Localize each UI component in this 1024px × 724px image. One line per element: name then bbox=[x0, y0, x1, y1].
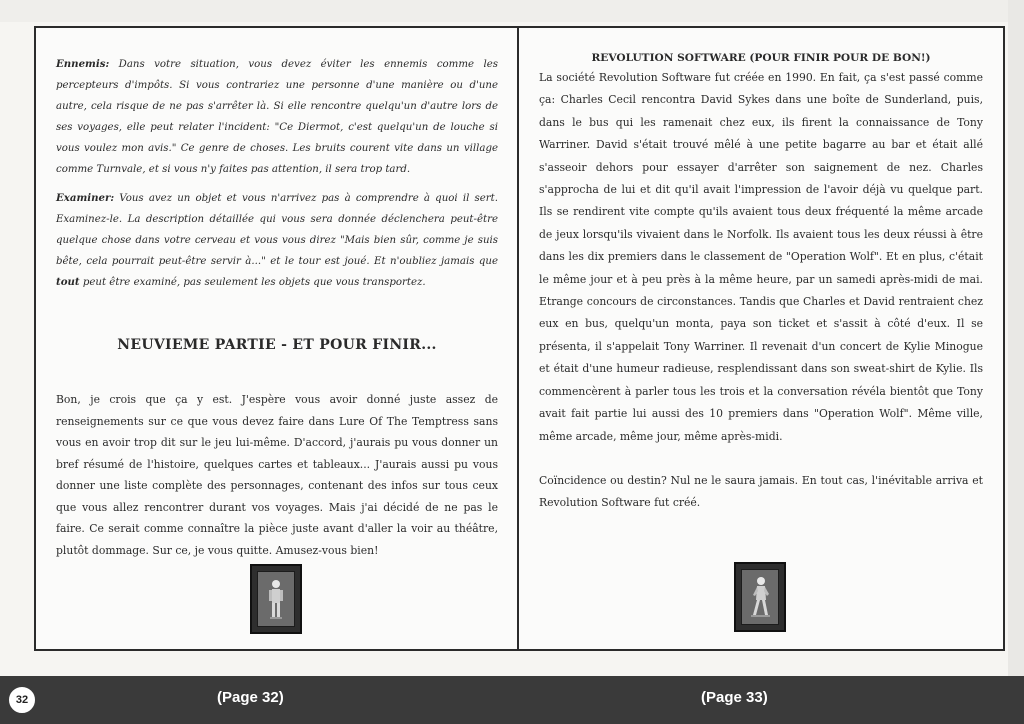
binding-edge bbox=[1008, 0, 1024, 676]
right-page-content bbox=[539, 52, 983, 515]
right-body-paragraph-2: Coïncidence ou destin? Nul ne le saura jamais. En tout cas, l'inévitable arriva et Revolution Software fut créé. bbox=[539, 473, 983, 510]
examiner-text-b: peut être examiné, pas seulement les objets que vous transportez. bbox=[79, 277, 426, 288]
right-page bbox=[517, 26, 1005, 651]
right-page-label: (Page 33) bbox=[701, 689, 768, 706]
footer-bar bbox=[0, 676, 1024, 724]
ennemis-paragraph bbox=[56, 54, 498, 180]
page-number-badge-label: 32 bbox=[15, 694, 29, 706]
walking-character-icon bbox=[734, 562, 786, 632]
right-body-paragraph: La société Revolution Software fut créée en 1990. En fait, ça s'est passé comme ça: Charles Cecil rencontra David Sykes dans une boîte de Sunderland, puis, dans le bus qui les ramenait chez eux, ils firent la connaissance de Tony Warriner. David s'était trouvé mêlé à une petite bagarre au bar et était allé s'asseoir dehors pour essayer d'arrêter son saignement de nez. Charles s'approcha de lui et dit qu'il avait l'impression de l'avoir déjà vu quelque part. Ils se rendirent vite compte qu'ils avaient tous deux fréquenté la même arcade de jeux lorsqu'ils vivaient dans le Norfolk. Ils avaient tous les deux réussi à être dans les dix premiers dans le classement de "Operation Wolf". Et en plus, c'était le même jour et à peu près à la même heure, par un samedi après-midi de mai. Etrange concours de circonstances. Tandis que Charles et David rentraient chez eux en bus, quelqu'un monta, paya son ticket et s'assit à côté d'eux. Il se présenta, il s'appelait Tony Warriner. Il revenait d'un concert de Kylie Minogue et était d'une humeur radieuse, resplendissant dans son sweat-shirt de Kylie. Ils commencèrent à parler tous les trois et la conversation révéla bientôt que Tony avait fait partie lui aussi des 10 premiers dans "Operation Wolf". Même ville, même arcade, même jour, même après-midi. bbox=[539, 71, 983, 443]
left-page-label: (Page 32) bbox=[217, 689, 284, 706]
standing-character-icon bbox=[250, 564, 302, 634]
examiner-label: Examiner: bbox=[56, 192, 115, 204]
right-page-title: REVOLUTION SOFTWARE (POUR FINIR POUR DE BON!) bbox=[591, 52, 931, 64]
ennemis-text: Dans votre situation, vous devez éviter les ennemis comme les percepteurs d'impôts. Si vous contrariez une personne d'une manière ou d'une autre, cela risque de ne pas s'arrêter là. Si elle rencontre quelqu'un d'autre lors de ses voyages, elle peut relater l'incident: "Ce Diermot, c'est quelqu'un de louche si vous voulez mon avis." Ce genre de choses. Les bruits courent vite dans un village comme Turnvale, et si vous n'y faites pas attention, il sera trop tard. bbox=[56, 59, 498, 175]
examiner-text-a: Vous avez un objet et vous n'arrivez pas à comprendre à quoi il sert. Examinez-le. La description détaillée qui vous sera donnée déclenchera peut-être quelque chose dans votre cerveau et vous vous direz "Mais bien sûr, comme je suis bête, cela pourrait peut-être servir à..." et le tour est joué. Et n'oubliez jamais que bbox=[56, 193, 498, 267]
page-number-badge bbox=[6, 684, 38, 716]
standing-character-drawing bbox=[252, 566, 300, 632]
section-title: NEUVIEME PARTIE - ET POUR FINIR... bbox=[117, 337, 437, 353]
examiner-bold-word: tout bbox=[56, 276, 80, 288]
left-page-content bbox=[56, 54, 498, 561]
page-top-edge bbox=[0, 0, 1024, 22]
walking-character-drawing bbox=[736, 564, 784, 630]
ennemis-label: Ennemis: bbox=[56, 58, 110, 70]
examiner-paragraph bbox=[56, 188, 498, 293]
left-body-paragraph: Bon, je crois que ça y est. J'espère vous avoir donné juste assez de renseignements sur ce que vous devez faire dans Lure Of The Temptress sans vous en avoir trop dit sur le jeu lui-même. D'accord, j'aurais pu vous donner un bref résumé de l'histoire, quelques cartes et tableaux... J'aurais aussi pu vous donner une liste complète des personnages, contenant des infos sur tous ceux que vous allez rencontrer durant vos voyages. Mais j'ai décidé de ne pas le faire. Ce serait comme connaître la pièce juste avant d'aller la voir au théâtre, plutôt dommage. Sur ce, je vous quitte. Amusez-vous bien! bbox=[56, 393, 498, 557]
left-page bbox=[34, 26, 520, 651]
